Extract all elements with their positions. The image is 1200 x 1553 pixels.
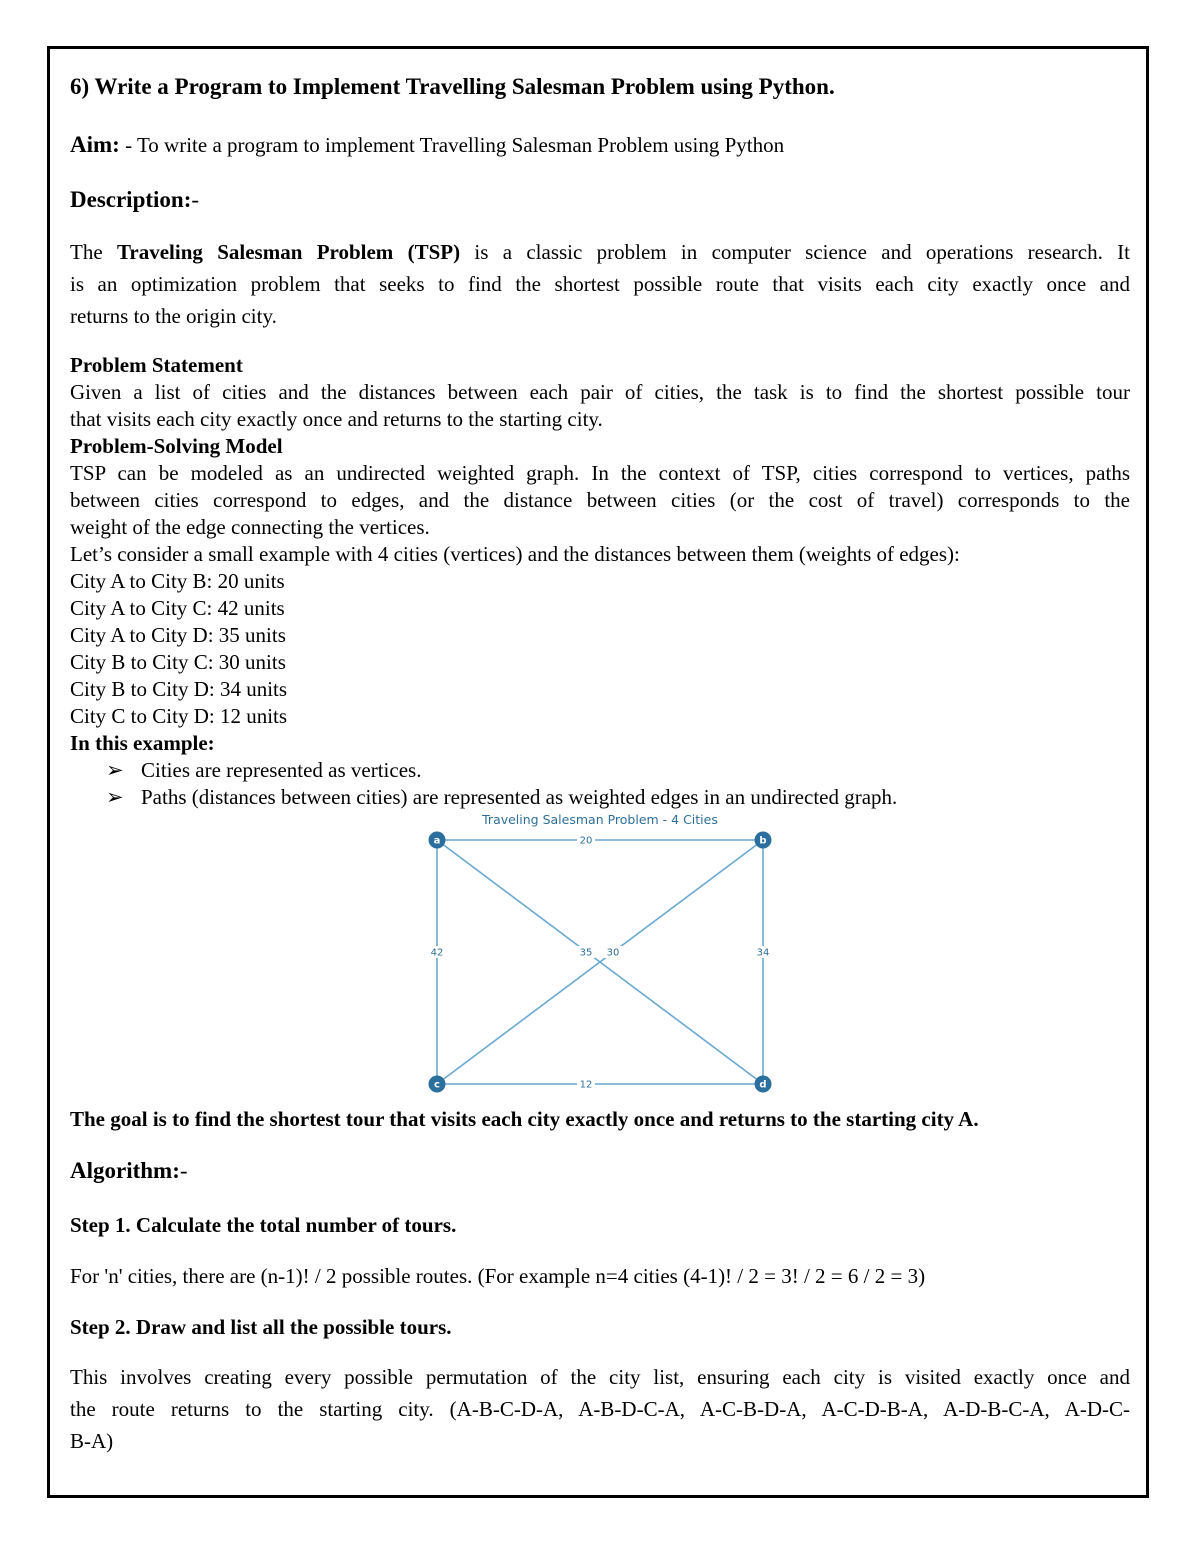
distance-item: City A to City D: 35 units [70, 623, 286, 647]
aim-label: Aim: [70, 132, 120, 157]
problem-statement-line-1: Given a list of cities and the distances between each pair of cities, the task is to find the shortest possible tour [70, 380, 1130, 404]
model-line-4: Let’s consider a small example with 4 cities (vertices) and the distances between them (weights of edges): [70, 542, 960, 566]
example-title: In this example: [70, 731, 215, 755]
algorithm-label: Algorithm: [70, 1158, 180, 1183]
step-2-title: Step 2. Draw and list all the possible tours. [70, 1315, 452, 1339]
description-suffix: - [191, 187, 200, 212]
model-title: Problem-Solving Model [70, 434, 283, 458]
description-line-2: is an optimization problem that seeks to find the shortest possible route that visits each city exactly once and [70, 272, 1130, 296]
model-line-3: weight of the edge connecting the vertices. [70, 515, 430, 539]
model-line-2: between cities correspond to edges, and the distance between cities (or the cost of travel) corresponds to the [70, 488, 1130, 512]
step-1-text: For 'n' cities, there are (n-1)! / 2 possible routes. (For example n=4 cities (4-1)! / 2 = 3! / 2 = 6 / 2 = 3) [70, 1264, 926, 1288]
description-label: Description: [70, 187, 192, 212]
edge-weight-label: 34 [756, 947, 770, 959]
node-label: d [759, 1079, 767, 1091]
step-2-line-3: B-A) [70, 1429, 114, 1453]
bullet-text: Cities are represented as vertices. [141, 758, 422, 782]
problem-statement-line-2: that visits each city exactly once and returns to the starting city. [70, 407, 603, 431]
node-label: b [759, 835, 767, 847]
description-text-post: is a classic problem in computer science and operations research. It [460, 240, 1131, 264]
aim-text: - To write a program to implement Travelling Salesman Problem using Python [119, 133, 785, 157]
graph-title: Traveling Salesman Problem - 4 Cities [482, 812, 718, 827]
distance-item: City B to City D: 34 units [70, 677, 288, 701]
description-text-pre: The [70, 240, 117, 264]
edge-weight-label: 12 [579, 1079, 593, 1091]
tsp-term: Traveling Salesman Problem (TSP) [116, 240, 461, 264]
step-2-line-1: This involves creating every possible permutation of the city list, ensuring each city is visited exactly once and [70, 1365, 1130, 1389]
distance-item: City A to City B: 20 units [70, 569, 285, 593]
node-label: c [434, 1079, 440, 1091]
bullet-text: Paths (distances between cities) are represented as weighted edges in an undirected graph. [141, 785, 898, 809]
distance-item: City C to City D: 12 units [70, 704, 288, 728]
step-1-title: Step 1. Calculate the total number of tours. [70, 1213, 457, 1237]
description-line-3: returns to the origin city. [70, 304, 277, 328]
goal-text: The goal is to find the shortest tour that visits each city exactly once and returns to the starting city A. [70, 1107, 979, 1131]
step-2-line-2: the route returns to the starting city. (A-B-C-D-A, A-B-D-C-A, A-C-B-D-A, A-C-D-B-A, A-D-B-C-A, A-D-C- [70, 1397, 1130, 1421]
distance-item: City A to City C: 42 units [70, 596, 285, 620]
arrow-bullet-icon: ➢ [106, 785, 124, 809]
node-label: a [433, 835, 441, 847]
edge-weight-label: 42 [430, 947, 444, 959]
edge-weight-label: 30 [606, 947, 620, 959]
distance-item: City B to City C: 30 units [70, 650, 286, 674]
problem-statement-title: Problem Statement [70, 353, 243, 377]
arrow-bullet-icon: ➢ [106, 758, 124, 782]
model-line-1: TSP can be modeled as an undirected weighted graph. In the context of TSP, cities correspond to vertices, paths [70, 461, 1130, 485]
edge-weight-label: 20 [579, 835, 593, 847]
edge-weight-label: 35 [579, 947, 593, 959]
page-title: 6) Write a Program to Implement Travelling Salesman Problem using Python. [70, 74, 835, 99]
algorithm-heading [70, 1158, 188, 1184]
algorithm-suffix: - [179, 1158, 188, 1183]
